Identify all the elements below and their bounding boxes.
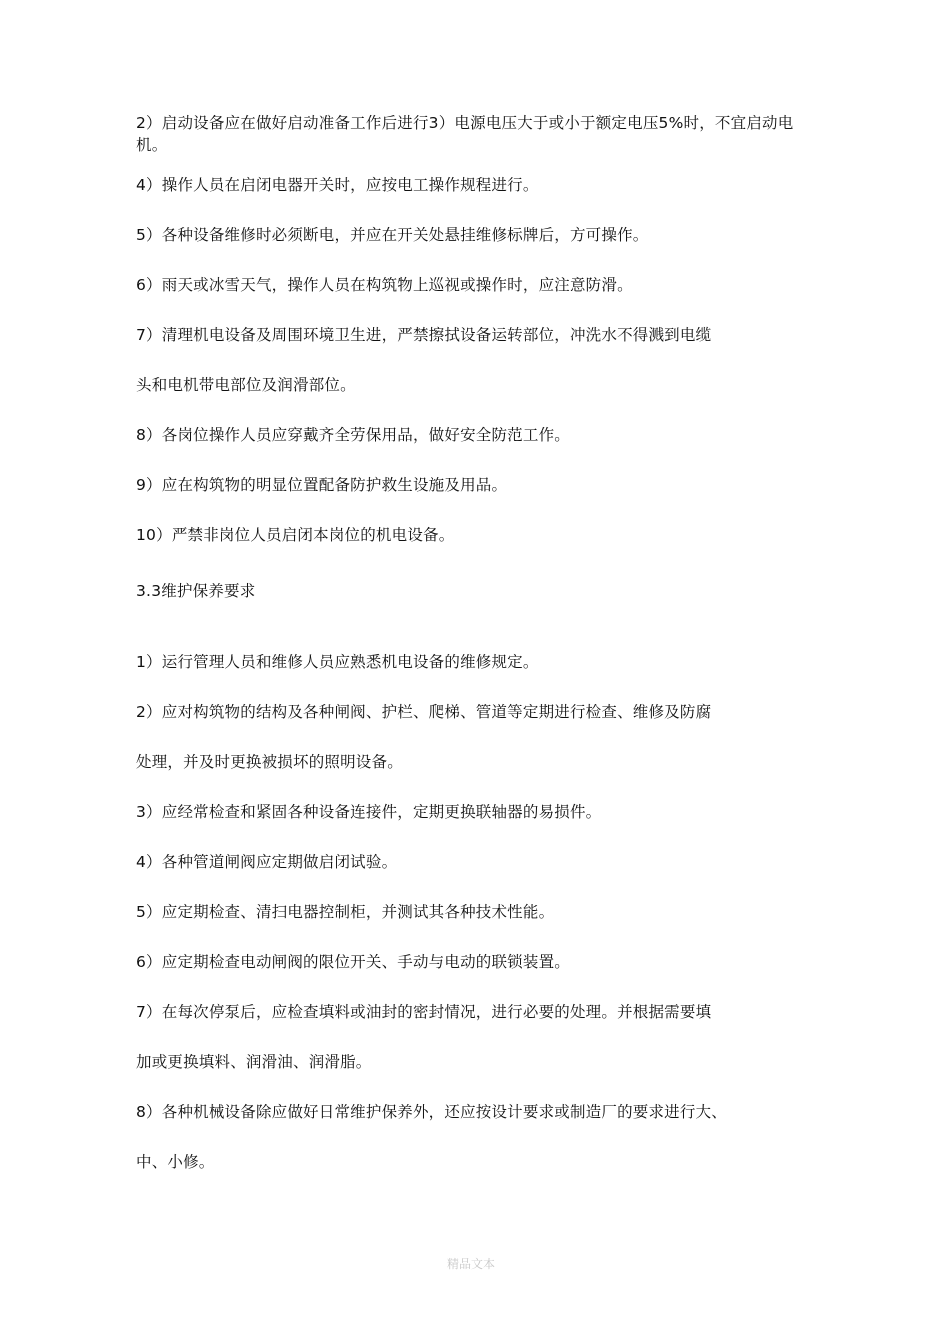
paragraph-rescue-facilities: 9）应在构筑物的明显位置配备防护救生设施及用品。 [136, 476, 508, 494]
paragraph-unauthorized-operation: 10）严禁非岗位人员启闭本岗位的机电设备。 [136, 526, 455, 544]
paragraph-startup-conditions: 2）启动设备应在做好启动准备工作后进行3）电源电压大于或小于额定电压5%时，不宜启动电机。 [136, 114, 794, 154]
paragraph-protective-equipment: 8）各岗位操作人员应穿戴齐全劳保用品，做好安全防范工作。 [136, 426, 570, 444]
paragraph-cleaning-line2: 头和电机带电部位及润滑部位。 [136, 376, 356, 394]
paragraph-control-cabinet: 5）应定期检查、清扫电器控制柜，并测试其各种技术性能。 [136, 903, 555, 921]
paragraph-electric-valve: 6）应定期检查电动闸阀的限位开关、手动与电动的联锁装置。 [136, 953, 570, 971]
paragraph-valve-testing: 4）各种管道闸阀应定期做启闭试验。 [136, 853, 398, 871]
page-footer-watermark: 精品文本 [447, 1257, 496, 1271]
paragraph-maintenance-power-off: 5）各种设备维修时必须断电，并应在开关处悬挂维修标牌后，方可操作。 [136, 226, 649, 244]
paragraph-structure-inspection-line1: 2）应对构筑物的结构及各种闸阀、护栏、爬梯、管道等定期进行检查、维修及防腐 [136, 703, 712, 721]
paragraph-pump-seal-line2: 加或更换填料、润滑油、润滑脂。 [136, 1053, 372, 1071]
paragraph-machinery-repair-line2: 中、小修。 [136, 1153, 215, 1171]
paragraph-pump-seal-line1: 7）在每次停泵后，应检查填料或油封的密封情况，进行必要的处理。并根据需要填 [136, 1003, 712, 1021]
paragraph-cleaning-line1: 7）清理机电设备及周围环境卫生进，严禁擦拭设备运转部位，冲洗水不得溅到电缆 [136, 326, 712, 344]
paragraph-structure-inspection-line2: 处理，并及时更换被损坏的照明设备。 [136, 753, 403, 771]
paragraph-switch-operation: 4）操作人员在启闭电器开关时，应按电工操作规程进行。 [136, 176, 539, 194]
paragraph-weather-safety: 6）雨天或冰雪天气，操作人员在构筑物上巡视或操作时，应注意防滑。 [136, 276, 633, 294]
paragraph-machinery-repair-line1: 8）各种机械设备除应做好日常维护保养外，还应按设计要求或制造厂的要求进行大、 [136, 1103, 727, 1121]
section-heading-maintenance: 3.3维护保养要求 [136, 582, 256, 600]
paragraph-maintenance-rules: 1）运行管理人员和维修人员应熟悉机电设备的维修规定。 [136, 653, 539, 671]
paragraph-fasteners: 3）应经常检查和紧固各种设备连接件，定期更换联轴器的易损件。 [136, 803, 602, 821]
